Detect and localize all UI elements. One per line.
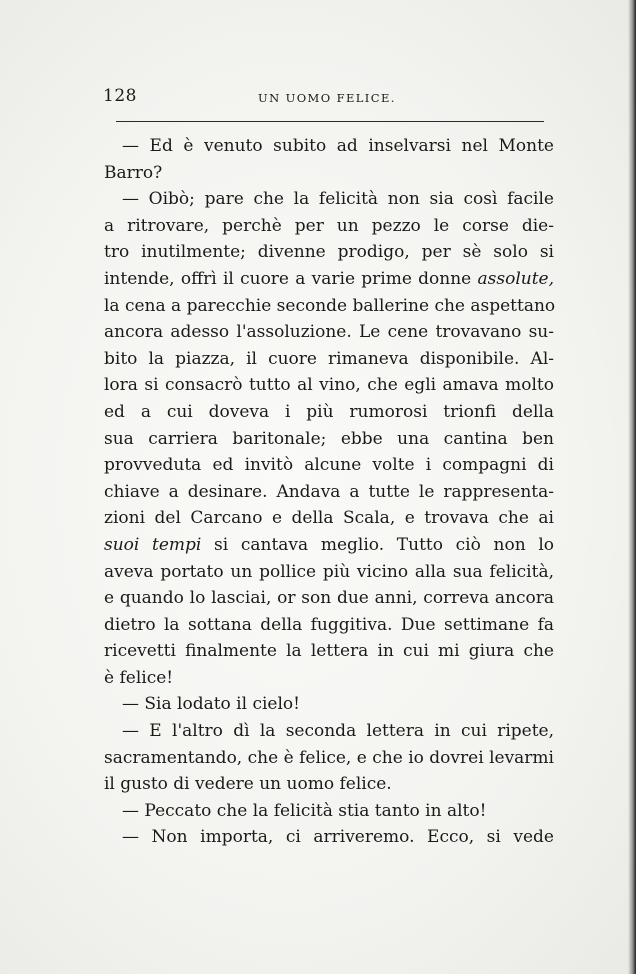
text-line: aveva portato un pollice più vicino alla sua felicità, [104, 561, 554, 582]
running-title: UN UOMO FELICE. [258, 91, 396, 105]
text-line: zioni del Carcano e della Scala, e trovava che ai [104, 508, 554, 529]
text-line: — Oibò; pare che la felicità non sia così facile [122, 189, 554, 210]
header-rule [116, 121, 544, 122]
text-line: — Sia lodato il cielo! [122, 694, 300, 715]
text-line: — Ed è venuto subito ad inselvarsi nel Monte [122, 136, 554, 156]
text-line: è felice! [104, 667, 174, 688]
page-edge-shadow [628, 0, 636, 974]
text-line: la cena a parecchie seconde ballerine che aspettano [104, 295, 556, 316]
text-line: Barro? [104, 162, 163, 183]
text-line: il gusto di vedere un uomo felice. [104, 774, 392, 795]
body-text [104, 133, 554, 851]
text-line: — Non importa, ci arriveremo. Ecco, si vede [122, 827, 554, 848]
text-line: sacramentando, che è felice, e che io dovrei levarmi [104, 747, 554, 768]
text-segment: si cantava meglio. Tutto ciò non lo [201, 534, 554, 555]
text-line: — Peccato che la felicità stia tanto in alto! [122, 800, 487, 821]
italic-word-assolute: assolute, [477, 268, 554, 289]
text-line: e quando lo lasciai, or son due anni, correva ancora [104, 588, 554, 609]
text-line: chiave a desinare. Andava a tutte le rappresenta- [104, 481, 554, 502]
text-line: — E l'altro dì la seconda lettera in cui ripete, [122, 721, 554, 742]
text-line: ed a cui doveva i più rumorosi trionfi della [104, 401, 554, 422]
italic-phrase-suoi-tempi: suoi tempi [104, 534, 202, 555]
text-line: sua carriera baritonale; ebbe una cantina ben [104, 428, 554, 449]
text-line [104, 266, 554, 293]
text-line: ancora adesso l'assoluzione. Le cene trovavano su- [104, 322, 554, 343]
text-line: ricevetti finalmente la lettera in cui mi giura che [104, 641, 554, 662]
text-line: dietro la sottana della fuggitiva. Due settimane fa [104, 614, 554, 635]
text-line [104, 532, 554, 559]
page-number: 128 [103, 86, 137, 106]
text-line: lora si consacrò tutto al vino, che egli amava molto [104, 375, 554, 396]
text-line: a ritrovare, perchè per un pezzo le corse die- [104, 215, 554, 236]
text-line: bito la piazza, il cuore rimaneva disponibile. Al- [104, 348, 554, 369]
text-segment: intende, offrì il cuore a varie prime donne [104, 268, 478, 289]
text-line: tro inutilmente; divenne prodigo, per sè solo si [104, 242, 554, 263]
text-line: provveduta ed invitò alcune volte i compagni di [104, 455, 554, 476]
